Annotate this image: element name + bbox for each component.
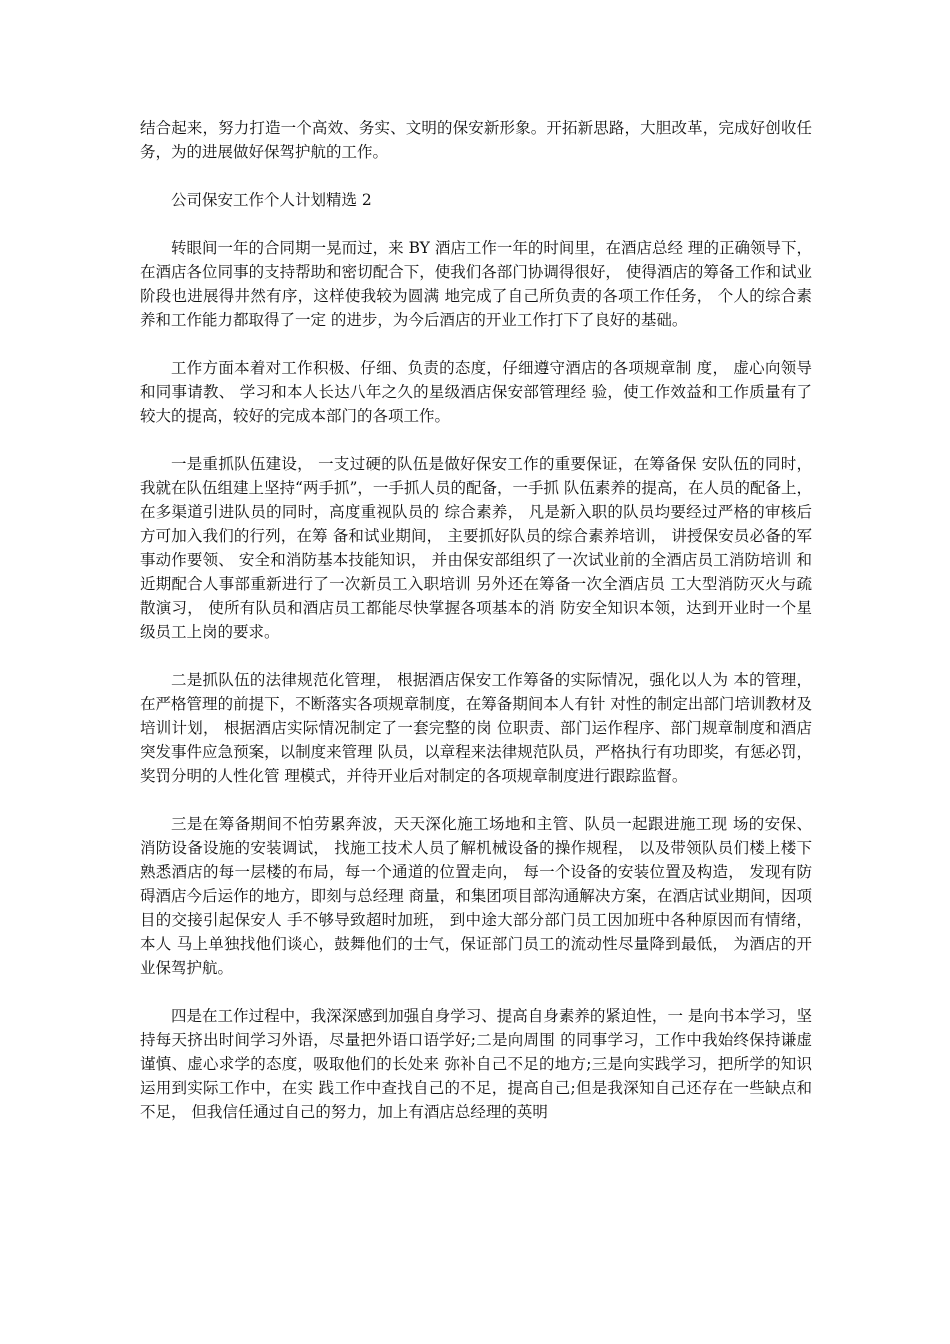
intro-paragraph: 结合起来，努力打造一个高效、务实、文明的保安新形象。开拓新思路，大胆改革，完成好创收任务，为的进展做好保驾护航的工作。: [140, 119, 812, 161]
paragraph-6: 四是在工作过程中，我深深感到加强自身学习、提高自身素养的紧迫性，一 是向书本学习，坚持每天挤出时间学习外语，尽量把外语口语学好;二是向周围 的同事学习，工作中我始终保持谦虚谨慎、虚心求学的态度，吸取他们的长处来 弥补自己不足的地方;三是向实践学习，把所学的知识运用到实际工作中，在实 践工作中查找自己的不足，提高自己;但是我深知自己还存在一些缺点和不足， 但我信任通过自己的努力，加上有酒店总经理的英明: [140, 1007, 812, 1121]
paragraph-5: 三是在筹备期间不怕劳累奔波，天天深化施工场地和主管、队员一起跟进施工现 场的安保、 消防设备设施的安装调试， 找施工技术人员了解机械设备的操作规程， 以及带领队员们楼上楼下熟悉酒店的每一层楼的布局，每一个通道的位置走向， 每一个设备的安装位置及构造， 发现有防碍酒店今后运作的地方，即刻与总经理 商量，和集团项目部沟通解决方案，在酒店试业期间，因项目的交接引起保安人 手不够导致超时加班， 到中途大部分部门员工因加班中各种原因而有情绪，本人 马上单独找他们谈心，鼓舞他们的士气，保证部门员工的流动性尽量降到最低， 为酒店的开业保驾护航。: [140, 815, 812, 977]
paragraph-2: 工作方面本着对工作积极、仔细、负责的态度，仔细遵守酒店的各项规章制 度， 虚心向领导和同事请教、 学习和本人长达八年之久的星级酒店保安部管理经 验，使工作效益和工作质量有了较大的提高，较好的完成本部门的各项工作。: [140, 359, 812, 425]
paragraph-3: 一是重抓队伍建设， 一支过硬的队伍是做好保安工作的重要保证，在筹备保 安队伍的同时，我就在队伍组建上坚持“两手抓”，一手抓人员的配备，一手抓 队伍素养的提高，在人员的配备上，在多渠道引进队员的同时，高度重视队员的 综合素养， 凡是新入职的队员均要经过严格的审核后方可加入我们的行列，在筹 备和试业期间， 主要抓好队员的综合素养培训， 讲授保安员必备的军事动作要领、 安全和消防基本技能知识， 并由保安部组织了一次试业前的全酒店员工消防培训 和近期配合人事部重新进行了一次新员工入职培训 另外还在筹备一次全酒店员 工大型消防灭火与疏散演习， 使所有队员和酒店员工都能尽快掌握各项基本的消 防安全知识本领，达到开业时一个星级员工上岗的要求。: [140, 455, 812, 641]
document-body: [140, 116, 812, 1124]
paragraph-4: 二是抓队伍的法律规范化管理， 根据酒店保安工作筹备的实际情况，强化以人为 本的管理，在严格管理的前提下，不断落实各项规章制度，在筹备期间本人有针 对性的制定出部门培训教材及培训计划， 根据酒店实际情况制定了一套完整的岗 位职责、部门运作程序、部门规章制度和酒店突发事件应急预案，以制度来管理 队员，以章程来法律规范队员，严格执行有功即奖，有惩必罚，奖罚分明的人性化管 理模式，并待开业后对制定的各项规章制度进行跟踪监督。: [140, 671, 812, 785]
paragraph-1: 转眼间一年的合同期一晃而过，来 BY 酒店工作一年的时间里，在酒店总经 理的正确领导下， 在酒店各位同事的支持帮助和密切配合下，使我们各部门协调得很好， 使得酒店的筹备工作和试业阶段也进展得井然有序，这样使我较为圆满 地完成了自己所负责的各项工作任务， 个人的综合素养和工作能力都取得了一定 的进步，为今后酒店的开业工作打下了良好的基础。: [140, 239, 812, 329]
section-title: 公司保安工作个人计划精选 2: [171, 191, 372, 209]
